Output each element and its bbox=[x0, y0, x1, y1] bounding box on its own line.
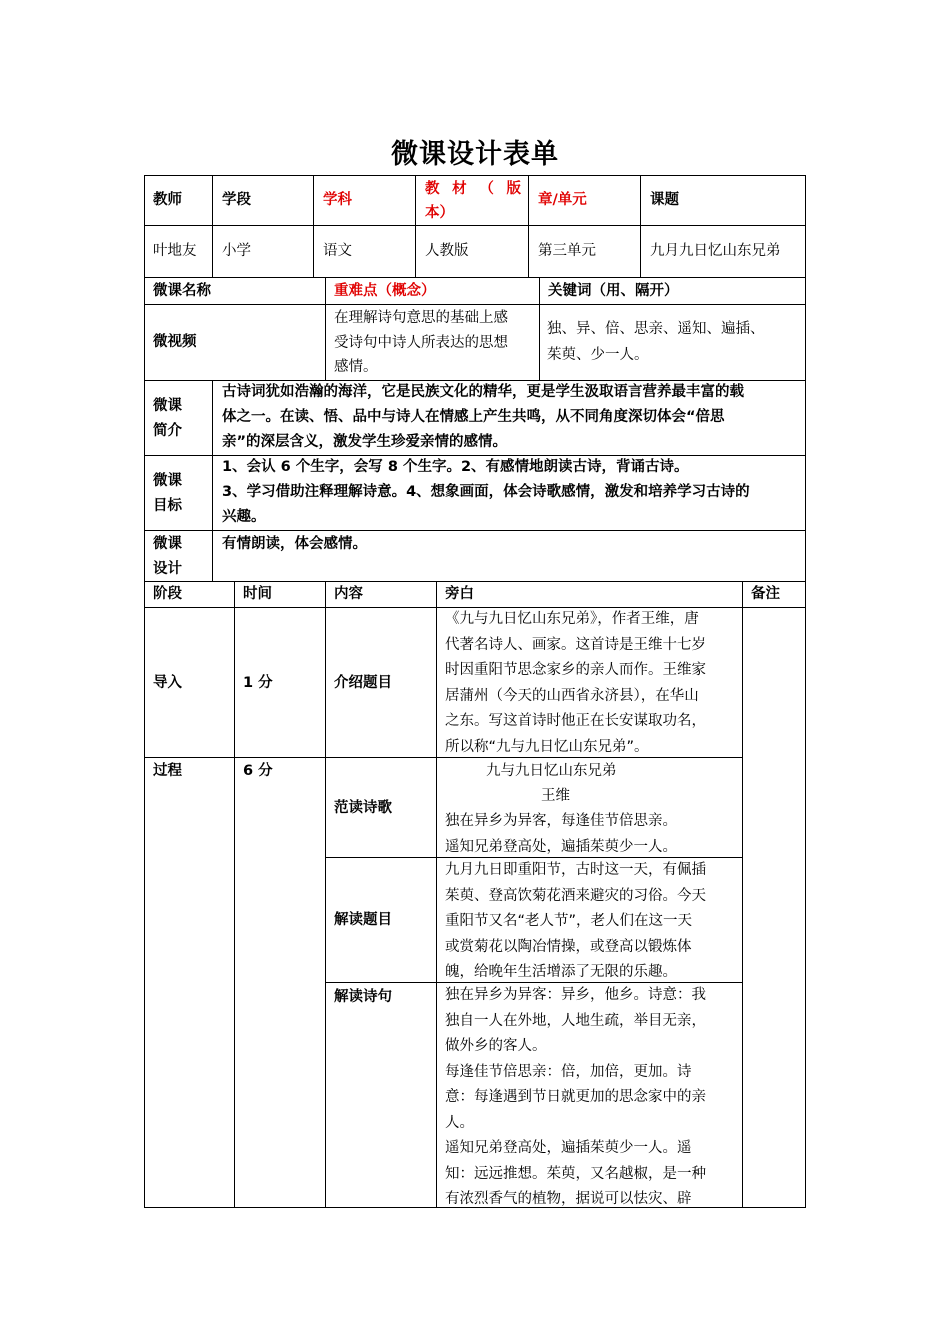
stage2-sub2-content: 解读题目 bbox=[334, 912, 392, 928]
divider bbox=[528, 175, 529, 277]
keywords-text: 独、异、倍、思亲、遥知、遍插、 茱萸、少一人。 bbox=[547, 321, 765, 363]
teacher-name: 叶地友 bbox=[153, 243, 197, 259]
divider bbox=[144, 277, 806, 278]
divider bbox=[539, 277, 540, 380]
header-textbook: 教 材 （ 版 bbox=[425, 181, 521, 197]
stage2-sub3-narration: 独在异乡为异客：异乡，他乡。诗意：我 独自一人在外地，人地生疏，举目无亲， 做外乡的客人。 每逢佳节倍思亲：倍，加倍，更加。诗 意：每逢遇到节日就更加的思念家中的亲 人。 遥知兄弟登高处，遍插茱萸少一人。遥 知：远远推想。茱萸，又名越椒，是一种 有浓烈香气的植物，据说可以怯灾、辟 bbox=[445, 987, 706, 1207]
divider bbox=[436, 581, 437, 1208]
subject-value: 语文 bbox=[323, 243, 352, 259]
divider bbox=[144, 225, 806, 226]
poem-title: 九与九日忆山东兄弟 bbox=[486, 763, 617, 779]
design-text: 有情朗读，体会感情。 bbox=[222, 536, 367, 552]
goal-text: 1、会认 6 个生字，会写 8 个生字。2、有感情地朗读古诗，背诵古诗。 3、学习借助注释理解诗意。4、想象画面，体会诗歌感情，激发和培养学习古诗的 兴趣。 bbox=[222, 459, 750, 525]
intro-text: 古诗词犹如浩瀚的海洋，它是民族文化的精华，更是学生汲取语言营养最丰富的载 体之一。在读、悟、品中与诗人在情感上产生共鸣，从不同角度深切体会“倍思 亲”的深层含义，激发学生珍爱亲情的感情。 bbox=[222, 384, 744, 450]
poem-lines: 独在异乡为异客，每逢佳节倍思亲。 遥知兄弟登高处，遍插茱萸少一人。 bbox=[445, 813, 677, 855]
stage2-sub3-content: 解读诗句 bbox=[334, 989, 392, 1005]
divider bbox=[415, 175, 416, 277]
divider bbox=[144, 304, 806, 305]
poem-author: 王维 bbox=[541, 788, 570, 804]
divider bbox=[640, 175, 641, 277]
col-narration: 旁白 bbox=[445, 586, 474, 602]
stage2-stage: 过程 bbox=[153, 763, 182, 779]
stage1-narration: 《九与九日忆山东兄弟》，作者王维，唐 代著名诗人、画家。这首诗是王维十七岁 时因重阳节思念家乡的亲人而作。王维家 居蒲州（今天的山西省永济县），在华山 之东。写这首诗时他正在长安谋取功名， 所以称“九与九日忆山东兄弟”。 bbox=[445, 611, 706, 755]
divider bbox=[144, 530, 806, 531]
header-textbook-2: 本） bbox=[425, 205, 454, 221]
page-title: 微课设计表单 bbox=[391, 139, 559, 170]
stage1-stage: 导入 bbox=[153, 675, 182, 691]
col-content: 内容 bbox=[334, 586, 363, 602]
level-value: 小学 bbox=[222, 243, 251, 259]
col-stage: 阶段 bbox=[153, 586, 182, 602]
label-video: 微视频 bbox=[153, 334, 197, 350]
stage1-time: 1 分 bbox=[243, 675, 273, 691]
header-topic: 课题 bbox=[650, 192, 679, 208]
label-keywords: 关键词（用、隔开） bbox=[548, 283, 679, 299]
divider bbox=[234, 581, 235, 1208]
header-teacher: 教师 bbox=[153, 192, 182, 208]
header-unit: 章/单元 bbox=[538, 192, 587, 208]
unit-value: 第三单元 bbox=[538, 243, 596, 259]
stage1-content: 介绍题目 bbox=[334, 675, 392, 691]
label-intro: 微课 简介 bbox=[153, 398, 182, 439]
divider bbox=[212, 380, 213, 581]
header-subject: 学科 bbox=[323, 192, 352, 208]
label-goal: 微课 目标 bbox=[153, 473, 182, 514]
stage2-sub2-narration: 九月九日即重阳节，古时这一天，有佩插 茱萸、登高饮菊花酒来避灾的习俗。今天 重阳节又名“老人节”，老人们在这一天 或赏菊花以陶冶情操，或登高以锻炼体 魄，给晚年生活增添了无限的乐趣。 bbox=[445, 862, 706, 980]
textbook-value: 人教版 bbox=[425, 243, 469, 259]
divider bbox=[313, 175, 314, 277]
difficulty-text: 在理解诗句意思的基础上感 受诗句中诗人所表达的思想 感情。 bbox=[334, 310, 508, 375]
divider bbox=[325, 581, 326, 1208]
label-design: 微课 设计 bbox=[153, 536, 182, 577]
divider bbox=[212, 175, 213, 277]
label-difficulty: 重难点（概念） bbox=[334, 283, 436, 299]
stage2-sub1-content: 范读诗歌 bbox=[334, 800, 392, 816]
col-time: 时间 bbox=[243, 586, 272, 602]
stage2-time: 6 分 bbox=[243, 763, 273, 779]
topic-value: 九月九日忆山东兄弟 bbox=[650, 243, 781, 259]
divider bbox=[742, 581, 743, 1208]
header-level: 学段 bbox=[222, 192, 251, 208]
divider bbox=[325, 277, 326, 380]
col-remarks: 备注 bbox=[751, 586, 780, 602]
label-course-name: 微课名称 bbox=[153, 283, 211, 299]
